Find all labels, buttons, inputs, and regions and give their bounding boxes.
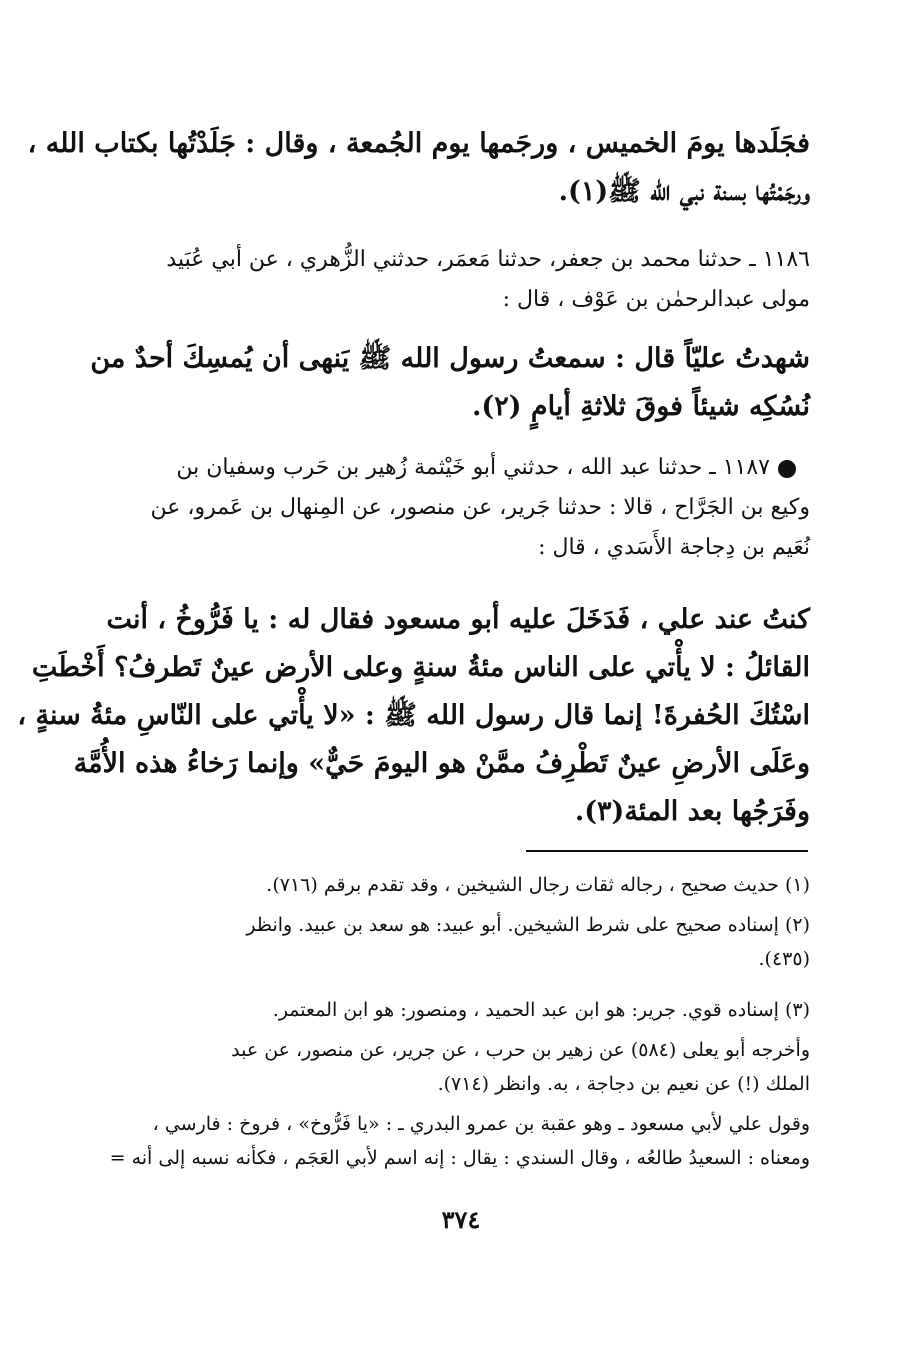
text-line: وفَرَجُها بعد المئة(٣). [574, 796, 810, 827]
footnote-1 [100, 868, 810, 902]
hadith-1186-isnad [100, 240, 810, 320]
text-line: نُعَيم بن دِجاجة الأَسَدي ، قال : [538, 535, 810, 560]
footnote-3 [100, 993, 810, 1175]
paragraph-1 [27, 120, 810, 216]
hadith-1187-matn [17, 596, 810, 836]
hadith-1187-isnad-cont [100, 488, 810, 568]
text-line: ١١٨٦ ـ حدثنا محمد بن جعفر، حدثنا مَعمَر، حدثني الزُّهري ، عن أبي عُبَيد [166, 247, 810, 272]
footnote-line: (١) حديث صحيح ، رجاله ثقات رجال الشيخين ، وقد تقدم برقم (٧١٦). [266, 874, 810, 896]
text-line: ١١٨٧ ـ حدثنا عبد الله ، حدثني أبو خَيْثمة زُهير بن حَرب وسفيان بن [176, 455, 770, 480]
hadith-1187-isnad [100, 448, 770, 488]
footnote-line: وأخرجه أبو يعلى (٥٨٤) عن زهير بن حرب ، عن جرير، عن منصور، عن عبد [231, 1039, 810, 1061]
text-line: فجَلَدها يومَ الخميس ، ورجَمها يوم الجُمعة ، وقال : جَلَدْتُها بكتاب الله ، [27, 128, 810, 159]
footnote-line: ومعناه : السعيدُ طالعُه ، وقال السندي : يقال : إنه اسم لأبي العَجَم ، فكأنه نسبه إلى أنه = [109, 1147, 810, 1169]
text-line: اسْتُكَ الحُفرةَ! إنما قال رسول الله ﷺ : «لا يأْتي على النّاسِ مئةُ سنةٍ ، [17, 700, 810, 731]
footnote-line: (٣) إسناده قوي. جرير: هو ابن عبد الحميد ، ومنصور: هو ابن المعتمر. [272, 999, 810, 1021]
text-line: ورجَمْتُها بسنة نبي الله ﷺ(١). [558, 176, 810, 207]
footnote-line: (٢) إسناده صحيح على شرط الشيخين. أبو عبيد: هو سعد بن عبيد. وانظر [246, 914, 810, 936]
footnote-line: (٤٣٥). [758, 948, 810, 970]
text-line: القائلُ : لا يأْتي على الناس مئةُ سنةٍ وعلى الأرض عينٌ تَطرفُ؟ أَخْطَتِ [31, 652, 810, 683]
text-line: مولى عبدالرحمٰن بن عَوْف ، قال : [502, 287, 810, 312]
page-number: ٣٧٤ [441, 1205, 481, 1234]
text-line: كنتُ عند علي ، فَدَخَلَ عليه أبو مسعود فقال له : يا فَرُّوخُ ، أنت [106, 604, 810, 635]
footnote-line: وقول علي لأبي مسعود ـ وهو عقبة بن عمرو البدري ـ : «يا فَرُّوخ» ، فروخ : فارسي ، [152, 1113, 810, 1135]
footnote-separator [526, 850, 808, 852]
hadith-1186-matn [90, 335, 810, 431]
text-line: وكيع بن الجَرَّاح ، قالا : حدثنا جَرير، عن منصور، عن المِنهال بن عَمرو، عن [150, 495, 810, 520]
text-line: وعَلَى الأرضِ عينٌ تَطْرِفُ ممَّنْ هو اليومَ حَيٌّ» وإنما رَخاءُ هذه الأُمَّة [73, 748, 810, 779]
footnote-2 [100, 908, 810, 976]
text-line: شهدتُ عليّاً قال : سمعتُ رسول الله ﷺ يَنهى أن يُمسِكَ أحدٌ من [90, 343, 810, 374]
footnote-line: الملك (!) عن نعيم بن دجاجة ، به. وانظر (٧١٤). [437, 1073, 810, 1095]
text-line: نُسُكِه شيئاً فوقَ ثلاثةِ أيامٍ (٢). [472, 391, 810, 422]
bullet-icon [778, 460, 796, 478]
